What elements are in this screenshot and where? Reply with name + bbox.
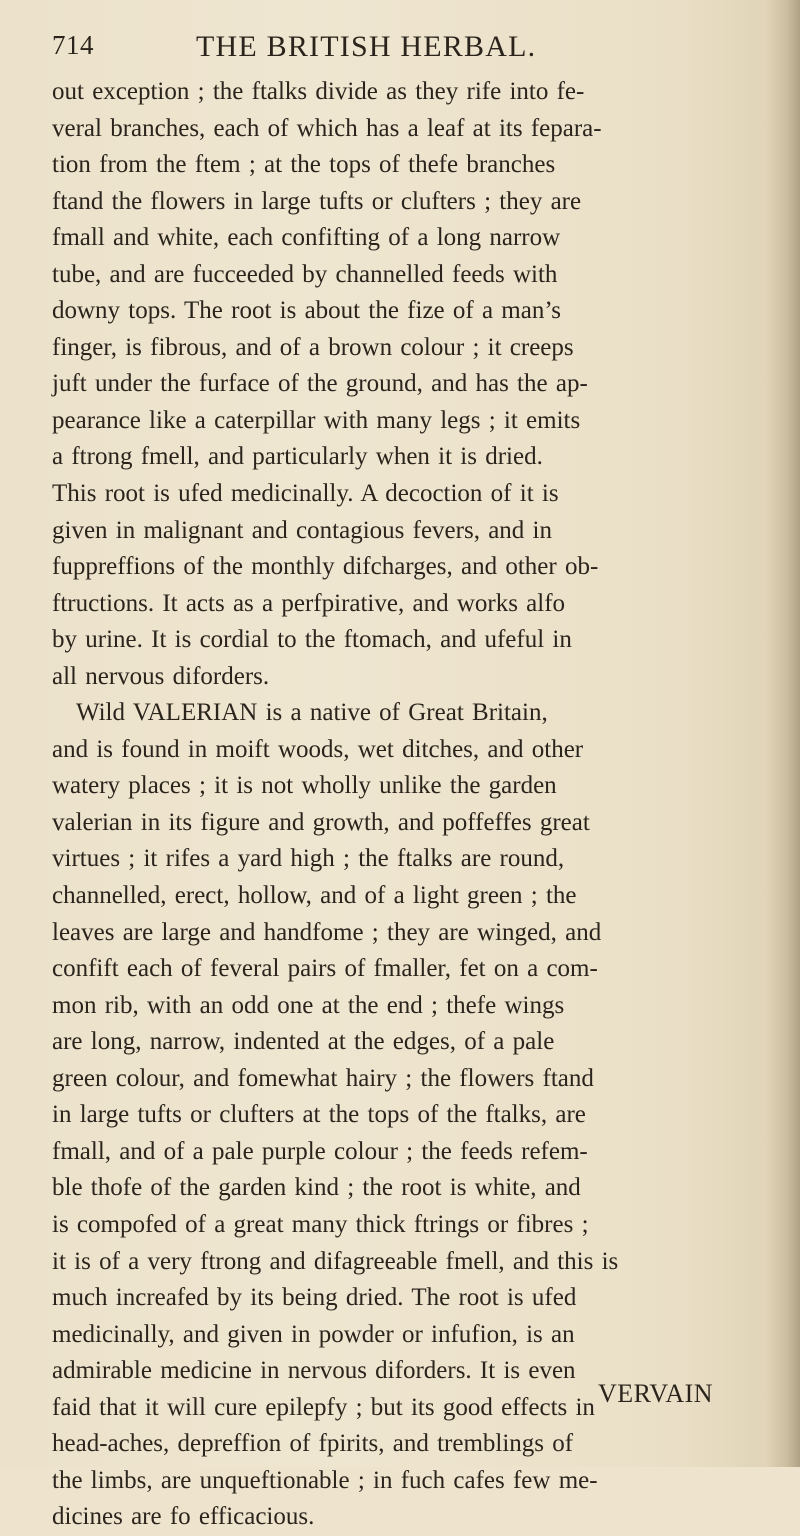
text-line: veral branches, each of which has a leaf at its fepara-	[52, 114, 602, 142]
text-line: medicinally, and given in powder or infufion, is an	[52, 1320, 575, 1348]
text-line: admirable medicine in nervous diforders. It is even	[52, 1357, 576, 1385]
text-line: fuppreffions of the monthly difcharges, and other ob-	[52, 553, 599, 581]
text-line: pearance like a caterpillar with many legs ; it emits	[52, 406, 581, 434]
text-line: tion from the ftem ; at the tops of thefe branches	[52, 151, 556, 179]
text-line: confift each of feveral pairs of fmaller, fet on a com-	[52, 955, 598, 983]
text-line: head-aches, depreffion of fpirits, and tremblings of	[52, 1430, 574, 1458]
text-line: faid that it will cure epilepfy ; but its good effects in	[52, 1393, 595, 1421]
text-line: and is found in moift woods, wet ditches, and other	[52, 735, 584, 763]
text-line: given in malignant and contagious fevers, and in	[52, 516, 552, 544]
text-line: virtues ; it rifes a yard high ; the ftalks are round,	[52, 845, 565, 873]
text-line: valerian in its figure and growth, and poffeffes great	[52, 808, 590, 836]
page-header	[52, 30, 752, 70]
text-line: ble thofe of the garden kind ; the root is white, and	[52, 1174, 581, 1202]
text-line: watery places ; it is not wholly unlike the garden	[52, 772, 557, 800]
text-line: in large tufts or clufters at the tops of the ftalks, are	[52, 1101, 586, 1129]
text-line: This root is ufed medicinally. A decoction of it is	[52, 480, 559, 508]
page-number: 714	[52, 30, 94, 60]
text-line: mon rib, with an odd one at the end ; thefe wings	[52, 991, 565, 1019]
text-line: channelled, erect, hollow, and of a light green ; the	[52, 882, 577, 910]
text-line: it is of a very ftrong and difagreeable fmell, and this is	[52, 1247, 619, 1275]
text-line: the limbs, are unqueftionable ; in fuch cafes few me-	[52, 1466, 598, 1494]
text-line: ftructions. It acts as a perfpirative, and works alfo	[52, 589, 566, 617]
paragraph-start-line: Wild VALERIAN is a native of Great Britain,	[76, 699, 548, 727]
text-line: fmall and white, each confifting of a long narrow	[52, 224, 561, 252]
body-text	[52, 74, 772, 1536]
text-line: are long, narrow, indented at the edges, of a pale	[52, 1028, 555, 1056]
text-line: a ftrong fmell, and particularly when it is dried.	[52, 443, 543, 471]
text-line: is compofed of a great many thick ftrings or fibres ;	[52, 1210, 589, 1238]
text-line: all nervous diforders.	[52, 662, 270, 690]
text-line: leaves are large and handfome ; they are winged, and	[52, 918, 602, 946]
text-line: downy tops. The root is about the fize of a man’s	[52, 297, 562, 325]
text-line: green colour, and fomewhat hairy ; the flowers ftand	[52, 1064, 594, 1092]
text-line: finger, is fibrous, and of a brown colour ; it creeps	[52, 333, 574, 361]
text-line: much increafed by its being dried. The root is ufed	[52, 1284, 577, 1312]
text-line: by urine. It is cordial to the ftomach, and ufeful in	[52, 626, 572, 654]
catchword: VERVAIN	[598, 1379, 714, 1408]
text-line: juft under the furface of the ground, and has the ap-	[52, 370, 588, 398]
text-line: fmall, and of a pale purple colour ; the feeds refem-	[52, 1137, 588, 1165]
text-line: ftand the flowers in large tufts or clufters ; they are	[52, 187, 582, 215]
text-line: tube, and are fucceeded by channelled feeds with	[52, 260, 558, 288]
running-title: THE BRITISH HERBAL.	[196, 30, 537, 63]
text-line: out exception ; the ftalks divide as they rife into fe-	[52, 78, 585, 105]
text-line: dicines are fo efficacious.	[52, 1503, 315, 1531]
